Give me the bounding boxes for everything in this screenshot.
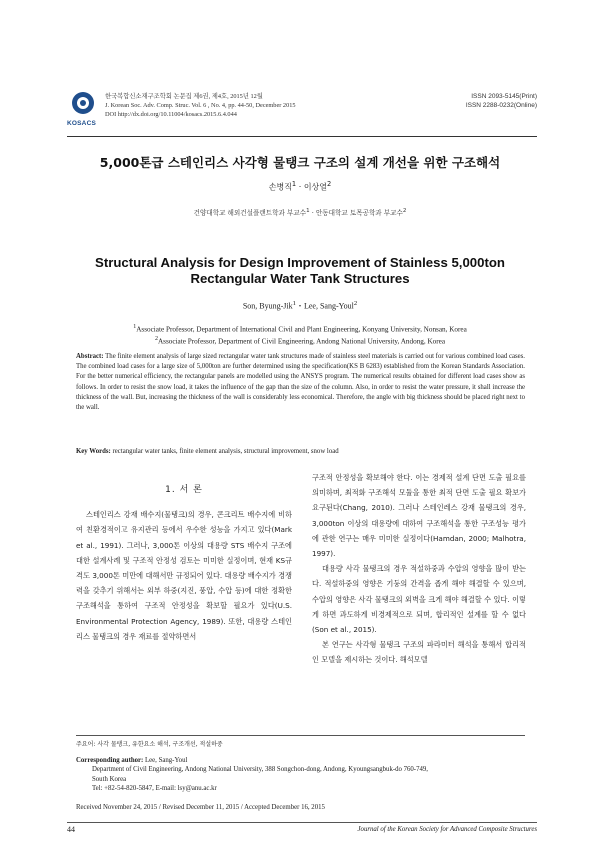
corresponding-author	[76, 756, 525, 793]
corresponding-author-country: South Korea	[92, 775, 127, 783]
paper-title-ko: 5,000톤급 스테인리스 사각형 물탱크 구조의 설계 개선을 위한 구조해석	[99, 155, 501, 170]
affiliation-1-ko: 건양대학교 해외건설플랜트학과 부교수	[193, 209, 307, 217]
affiliation-2-sup: 2	[402, 207, 407, 214]
logo-text: KOSACS	[67, 120, 97, 127]
keywords-text: rectangular water tanks, finite element analysis, structural improvement, snow load	[112, 448, 339, 455]
page-number: 44	[67, 825, 75, 834]
paper-title-en	[0, 255, 600, 287]
corresponding-author-dept: Department of Civil Engineering, Andong National University, 388 Songchon-dong, Andong, Kyoungsangbuk-do 760-749,	[92, 766, 428, 774]
title-en-line-2: Rectangular Water Tank Structures	[190, 271, 410, 286]
received-dates: Received November 24, 2015 / Revised December 11, 2015 / Accepted December 16, 2015	[76, 804, 325, 811]
affiliation-2-ko: 안동대학교 토목공학과 부교수	[315, 209, 403, 217]
author-2-en-sup: 2	[353, 300, 358, 307]
affiliations-en	[0, 322, 600, 347]
affiliation-2-en-sup: 2	[154, 336, 158, 343]
author-1-sup: 1	[291, 180, 297, 188]
authors-ko	[0, 180, 600, 193]
keywords-label: Key Words:	[76, 448, 111, 455]
logo-emblem-icon	[72, 92, 94, 114]
keywords	[76, 448, 525, 455]
footer-journal-name: Journal of the Korean Society for Advanced Composite Structures	[357, 826, 537, 833]
journal-name-ko: 한국복합신소재구조학회 논문집 제6권, 제4호, 2015년 12월	[105, 93, 263, 100]
author-1-ko: 손병직	[268, 182, 292, 192]
author-separator: ·	[296, 182, 304, 192]
journal-citation	[105, 92, 296, 119]
affiliation-1-en-text: Associate Professor, Department of International Civil and Plant Engineering, Konyang University, Nonsan, Korea	[136, 325, 467, 334]
author-1-en: Son, Byung-Jik	[242, 301, 293, 311]
abstract-label: Abstract:	[76, 353, 104, 360]
issn-online: ISSN 2288-0232(Online)	[465, 102, 537, 109]
footnote-divider	[76, 735, 525, 736]
affiliation-separator: ·	[309, 209, 316, 217]
abstract	[76, 352, 525, 413]
doi-link[interactable]: DOI http://dx.doi.org/10.11004/kosacs.2015.6.4.044	[105, 111, 237, 118]
affiliations-ko	[0, 207, 600, 217]
paragraph-2: 대용량 사각 물탱크의 경우 적설하중과 수압의 영향을 많이 받는다. 적설하중의 영향은 기둥의 간격을 좁게 해야 해결할 수 있으며, 수압의 영향은 사각 물탱크의 외벽을 크게 해야 해결할 수 있다. 이렇게 하면 과도하게 비경제적으로 되며, 합리적인 설계를 할 수 없다(Son et al., 2015).	[312, 564, 526, 635]
affiliation-1-en-sup: 1	[133, 324, 137, 330]
corresponding-author-contact: Tel: +82-54-820-5847, E-mail: lsy@anu.ac.kr	[92, 784, 217, 792]
journal-name-en: J. Korean Soc. Adv. Comp. Struc. Vol. 6 , No. 4, pp. 44-50, December 2015	[105, 102, 296, 109]
affiliation-2-en-text: Associate Professor, Department of Civil Engineering, Andong National University, Andong, Korea	[157, 337, 446, 346]
header-divider	[67, 136, 537, 137]
abstract-text: The finite element analysis of large sized rectangular water tank structures made of stainless steel materials is carried out for various combined load cases. The combined load cases for a large size of 5,000ton are further determined using the specification(KS B 6283) established from the Korean Standards Association. For the better numerical efficiency, the rectangular panels are modelled using the ANSYS program. The numerical results obtained for different load cases show as follows. In order to resist the snow load, it takes the influence of the gap than the size of the column. Also, in order to resist the water pressure, it shall increase the thickness of the wall. But, increasing the thickness of the wall is considerably less economical. Therefore, the angle with big thickness should be placed right next to the wall.	[76, 353, 525, 412]
issn-print: ISSN 2093-5145(Print)	[471, 93, 537, 100]
body-column-left	[76, 483, 292, 644]
title-en-line-1: Structural Analysis for Design Improvement of Stainless 5,000ton	[95, 255, 505, 270]
author-2-ko: 이상열	[303, 182, 327, 192]
issn-block	[466, 92, 537, 110]
author-2-en: Lee, Sang-Youl	[303, 301, 354, 311]
paragraph-3: 본 연구는 사각형 물탱크 구조의 파라미터 해석을 통해서 합리적인 모델을 제시하는 것이다. 해석모델	[312, 640, 526, 665]
affiliation-2-en	[0, 334, 600, 346]
keywords-ko: 주요어: 사각 물탱크, 유한요소 해석, 구조개선, 적설하중	[76, 741, 223, 748]
body-column-right	[312, 470, 526, 668]
journal-logo	[67, 92, 97, 132]
footer-divider	[67, 822, 537, 823]
paragraph-1: 스테인리스 강재 배수지(물탱크)의 경우, 콘크리트 배수지에 비하여 친환경적이고 유지관리 등에서 우수한 성능을 가지고 있다(Mark et al., 1991). 그러나, 3,000톤 이상의 대용량 STS 배수지 구조에 대한 설계사례 및 구조적 안정성 검토는 미미한 실정이며, 현재 KS규격도 3,000톤 미만에 대해서만 규정되어 있다. 대용량 배수지가 경쟁력을 갖추기 위해서는 외부 하중(지진, 풍압, 수압 등)에 대한 정확한 구조해석을 통하여 구조적 안정성을 확보할 필요가 있다(U.S. Environmental Protection Agency, 1989). 또한, 대용량 스테인리스 물탱크의 경우 재료를 절약하면서	[76, 510, 292, 641]
author-2-sup: 2	[327, 180, 332, 188]
paragraph-1-continued: 구조적 안정성을 확보해야 한다. 이는 경제적 설계 단면 도출 필요를 의미하며, 최적화 구조해석 모듈을 통한 최적 단면 도출 필요 확보가 요구된다(Chang, 2010). 그러나 스테인레스 강재 물탱크의 경우, 3,000ton 이상의 대용량에 대하여 구조해석을 통한 구조성능 평가에 관한 연구는 매우 미미한 실정이다(Hamdan, 2000; Malhotra, 1997).	[312, 473, 526, 559]
author-en-separator: ・	[295, 301, 304, 311]
author-1-en-sup: 1	[292, 300, 296, 307]
section-heading-introduction: 1. 서 론	[165, 485, 203, 495]
corresponding-author-line	[76, 756, 525, 765]
corresponding-author-label: Corresponding author:	[76, 757, 144, 764]
corresponding-author-name: Lee, Sang-Youl	[145, 757, 188, 764]
affiliation-1-en	[0, 322, 600, 334]
journal-header	[67, 92, 537, 132]
affiliation-1-sup: 1	[306, 207, 310, 214]
authors-en	[0, 300, 600, 312]
